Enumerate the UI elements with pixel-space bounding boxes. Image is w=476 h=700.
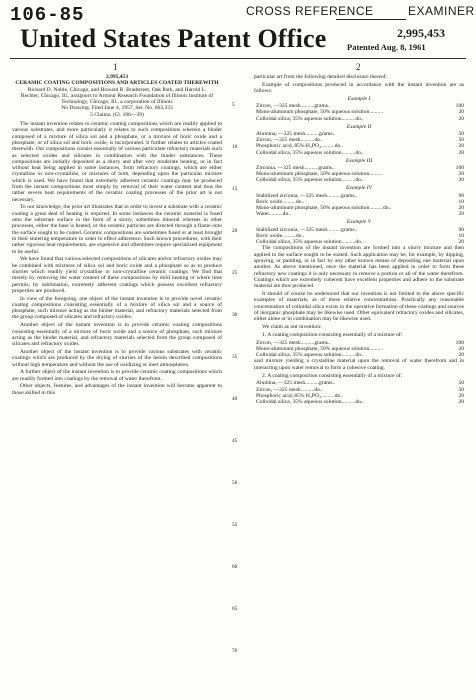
ingredient-qty: 20 [458,109,464,116]
margin-line-number: 20 [232,228,238,234]
example-title: Example III [345,157,373,164]
ingredient-qty: 50 [458,130,464,137]
left-column [12,74,222,398]
ingredient-qty: 90 [458,192,464,199]
ingredient-name: Mono-aluminum phosphate, 50% aqueous solution.......... [256,171,384,178]
margin-line-number: 55 [232,522,238,528]
right-paragraph: It should of course be understood that our invention is not limited to the above specific examples of materials, as of these relative concentrations. Practically any reasonable concentration of colloidal silica exists in the operative formation of these coatings and sources of inorganic phosphate may be likewise used. Other equivalent refractory oxides and silicates, either alone or in combination may be likewise used. [254,291,464,323]
margin-line-number: 5 [232,102,235,108]
ingredient-name: Phosphoric acid, 85% H₃PO₄..........do.. [256,143,344,150]
margin-line-number: 25 [232,270,238,276]
ingredient-name: Alumina, —325 mesh..........grams.. [256,130,336,137]
ingredient-name: Stabilized zirconia, —325 mesh..........grams.. [256,192,358,199]
ingredient-qty: 20 [458,171,464,178]
claims-intro: We claim as our invention: [262,323,322,330]
claims-count: 5 Claims. (Cl. 106—39) [90,111,144,118]
right-column [254,74,464,406]
ingredient-qty: 20 [458,115,464,122]
margin-line-number: 10 [232,144,238,150]
intro-text-2: Example of compositions produced in accordance with the instant invention are as follows: [254,81,464,95]
examiner-rule [336,19,406,20]
doc-number: 2,995,453 [105,74,129,80]
ingredient-qty: 90 [458,226,464,233]
claim-1-tail: said mixture yielding a crystalline material upon the removal of water therefrom and in interacting upon water removal to form a cohesive coating. [254,358,464,371]
doc-title: CERAMIC COATING COMPOSITIONS AND ARTICLES COATED THEREWITH [15,80,219,87]
left-paragraph: Other objects, features, and advantages of the instant invention will become apparent to those skilled in this [12,383,222,396]
ingredient-name: Phosphoric acid, 85% H₃PO₄..........do.. [256,392,344,399]
ingredient-qty: 20 [458,205,464,212]
ingredient-name: Zircon, —325 mesh..........do.. [256,137,323,144]
ingredient-qty: 50 [458,380,464,387]
header-rule [10,58,466,59]
ingredient-name: Mono-aluminum phosphate, 50% aqueous solution.......... [256,109,384,116]
ingredient-qty: 20 [458,345,464,352]
ingredient-qty: 20 [458,392,464,399]
ingredient-qty: 20 [458,399,464,406]
margin-line-number: 60 [232,564,238,570]
office-title: United States Patent Office [20,24,327,53]
margin-line-number: 30 [232,312,238,318]
ingredient-name: Zircon, —325 mesh..........grams.. [256,339,331,346]
ingredient-name: Mono-aluminum phosphate, 50% aqueous solution..........do.. [256,205,392,212]
ingredient-name: Stabilized zirconia, —325 mesh..........grams.. [256,226,358,233]
example-title: Example I [347,95,371,102]
claim-1: 1. A coating composition consisting essentially of a mixture of: [262,331,403,338]
column-number-right: 2 [356,62,361,72]
margin-line-number: 15 [232,186,238,192]
ingredient-qty: 20 [458,211,464,218]
ingredient-name: Colloidal silica, 35% aqueous solution..........do.. [256,399,364,406]
left-paragraph: The instant invention relates to ceramic coating compositions which are readily applied to various substrates, and more particularly it relates to such compositions wherein a binder composed of a mixture of silica sol and a phosphate, or a mixture of boric oxide and a phosphate, or of silica sol and boric oxide, is incorporated. It further relates to articles coated therewith. Our compositions consist essentially of various particulate refractory materials such as selected oxides and silicates in combination with the binder substances. These compositions are initially deposited as a slurry and after very moderate heating, or in fact without heat being applied in some instances, form refractory coatings, which are either crystalline or non-crystalline, or mixtures of both, depending upon the particular mixture which is used. We have found that extremely adherent ceramic coatings may be produced from the instant compositions most simply by removal of their water content and thus the rather severe heat requirements of the ceramic coating processes of the prior art is not necessary. [12,121,222,203]
ingredient-name: Water..........do.. [256,211,291,218]
ingredient-name: Colloidal silica, 35% aqueous solution..........do.. [256,115,364,122]
intro-text: particular art from the following detailed disclosure thereof. [254,74,388,80]
examiner-label: EXAMINER [408,4,475,18]
ingredient-qty: 20 [458,143,464,150]
ingredient-qty: 50 [458,137,464,144]
ingredient-row [254,399,464,405]
right-paragraph: The compositions of the instant invention are formed into a slurry mixture and then applied to the surface sought to be coated. Such application may be, for example, by dipping, spraying, or painting, or in fact by any other known means of depositing one material upon another. As above mentioned, once the material has been applied in order to form these refractory new coatings it is only necessary to remove a portion or all of the water therefrom. Coatings which are extremely coherent have excellent properties and adhere to the substrate material are thus produced. [254,245,464,290]
ingredient-row [254,211,464,217]
margin-line-number: 35 [232,354,238,360]
ingredient-name: Zircon, —325 mesh..........do.. [256,386,323,393]
ingredient-qty: 20 [458,149,464,156]
ingredient-qty: 20 [458,177,464,184]
ingredient-qty: 100 [455,164,464,171]
ingredient-row [254,177,464,183]
left-paragraph: A further object of the instant invention is to provide ceramic coating compositions which are readily formed into coatings by the removal of water therefrom. [12,369,222,382]
ingredient-qty: 10 [458,232,464,239]
claim-1-items [254,340,464,359]
ingredient-row [254,150,464,156]
claim-2: 2. A coating composition consisting essentially of a mixture of: [262,372,403,379]
classification-stamp: 106-85 [10,4,85,26]
left-paragraph: Another object of the instant invention is to provide ceramic coating compositions consisting essentially of a mixture of boric oxide and a source of phosphate, such mixture acting as the binder material, and refractory materials selected from the group composed of silicates and refractory oxides. [12,322,222,348]
column-number-left: 1 [113,62,118,72]
patent-date: Patented Aug. 8, 1961 [347,42,426,52]
ingredient-name: Boric oxide..........do.. [256,232,305,239]
ingredient-qty: 100 [455,339,464,346]
right-body [254,245,464,322]
ingredient-qty: 10 [458,198,464,205]
examples [254,96,464,246]
ingredient-qty: 50 [458,386,464,393]
ingredient-qty: 20 [458,352,464,359]
example-title: Example IV [345,185,373,192]
margin-line-number: 50 [232,480,238,486]
left-paragraph: Another object of the instant invention is to provide various substrates with ceramic coatings which are produced by the drying of slurries of the herein described compositions without high temperature and without the use of oxidizing or inert atmospheres. [12,348,222,368]
ingredient-qty: 20 [458,239,464,246]
ingredient-name: Colloidal silica, 35% aqueous solution..........do.. [256,239,364,246]
ingredient-name: Colloidal silica, 35% aqueous solution..........do.. [256,149,364,156]
ingredient-row [254,116,464,122]
left-paragraph: In view of the foregoing, one object of the instant invention is to provide novel ceramic coating compositions consisting essentially of a mixture of silica sol and a source of phosphate, such mixture acting as the binder material, and refractory materials selected from the group composed of silicates and refractory oxides. [12,295,222,321]
example-title: Example II [346,123,372,130]
ingredient-name: Zirconia, —325 mesh..........grams.. [256,164,335,171]
left-paragraph: We have found that various selected compositions of silicates and/or refractory oxides may be combined with mixtures of silica sol and boric oxide and a phosphate so as to produce slurries which readily yield crystalline or non-crystalline ceramic coatings. We find that merely by removing the water content of these compositions by mild heating or where time permits, by sublimation, extremely adherent coatings which possess excellent refractory properties are produced. [12,256,222,294]
margin-line-number: 70 [232,648,238,654]
claim-2-items [254,380,464,405]
ingredient-name: Zircon, —325 mesh..........grams.. [256,103,331,110]
cross-reference-label: CROSS REFERENCE [246,4,374,18]
margin-line-number: 65 [232,606,238,612]
filing-info: No Drawing. Filed June 4, 1957, Ser. No. 663,333 [61,105,173,112]
margin-line-number: 45 [232,438,238,444]
ingredient-name: Colloidal silica, 35% aqueous solution..........do.. [256,177,364,184]
example-title: Example V [346,219,372,226]
patent-number: 2,995,453 [397,26,445,40]
left-body [12,121,222,396]
margin-line-number: 40 [232,396,238,402]
ingredient-name: Mono-aluminum phosphate, 50% aqueous solution.......... [256,345,384,352]
ingredient-name: Colloidal silica, 35% aqueous solution..........do.. [256,352,364,359]
ingredient-name: Alumina, —325 mesh..........grams.. [256,380,336,387]
authors: Richard D. Noble, Chicago, and Howard R. Bradstreet, Oak Park, and Harold L. Rechter, Chicago, Ill., assignors to Armour Research Foundation of Illinois Institute of Technology, Chicago, Ill., a corporation of Illinois [20,86,214,106]
ingredient-name: Boric oxide..........do.. [256,198,305,205]
ingredient-qty: 100 [455,103,464,110]
left-paragraph: To our knowledge, the prior art illustrates that in order to invest a substrate with a ceramic coating a great deal of heating is required. In some instances the ceramic material is fused onto the substrate surface in the form of a slurry, sometimes mineral whereas in other processes, either the base is heated, or the ceramic particles are directed through a flame onto the surface sought to be coated. Ceramic compositions are sometimes fused or at least brought to their sintering temperature in order to effect adherence. Such known procedures, with their rather rigorous heat requirements, are expensive and oftentimes require specialized equipment to be useful. [12,204,222,255]
